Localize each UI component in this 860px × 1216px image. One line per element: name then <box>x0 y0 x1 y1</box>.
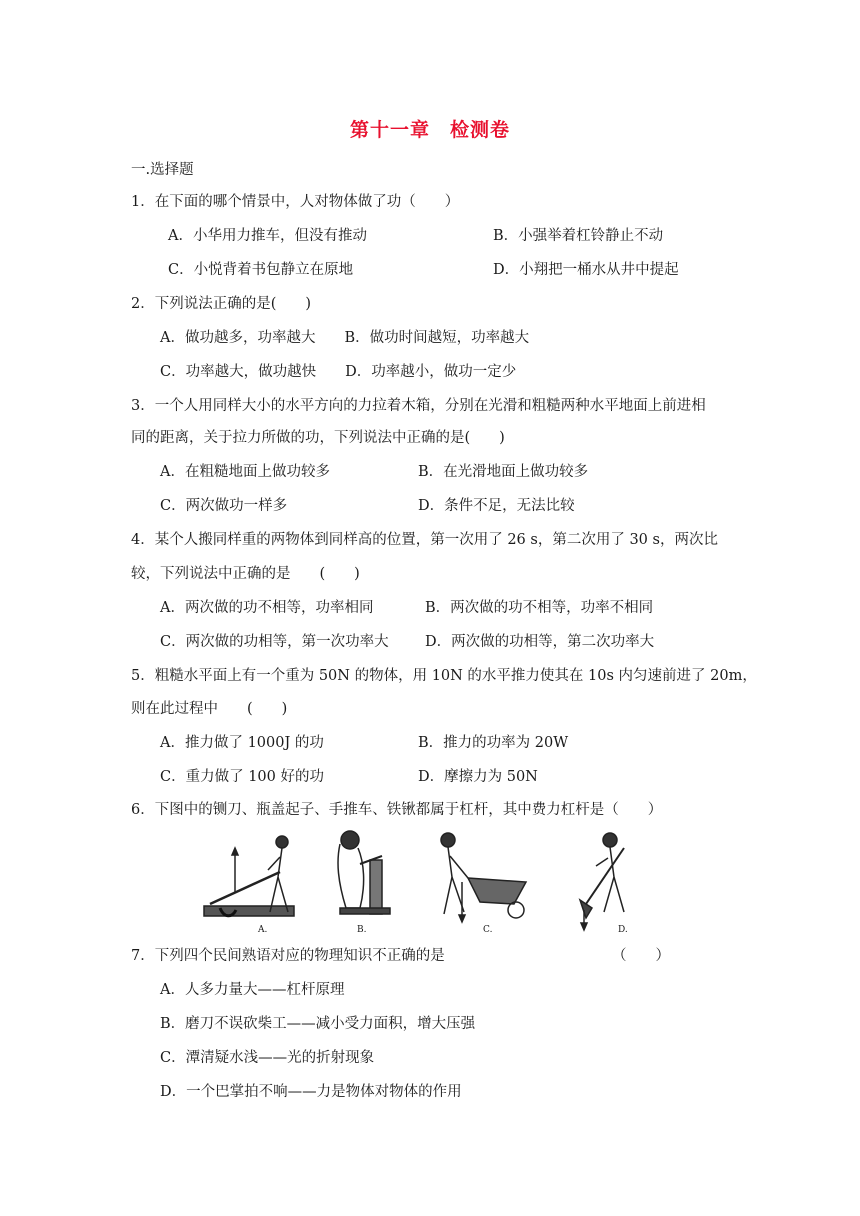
q5-option-b: B．推力的功率为 20W <box>418 735 569 751</box>
q4-option-c: C．两次做的功相等，第一次功率大 <box>160 634 389 650</box>
figure-label-d: D. <box>618 925 628 935</box>
q5-option-c: C．重力做了 100 好的功 <box>160 769 324 785</box>
figure-label-c: C. <box>483 925 493 935</box>
q7-option-d: D．一个巴掌拍不响——力是物体对物体的作用 <box>160 1084 462 1100</box>
q4-option-a: A．两次做的功不相等，功率相同 <box>160 600 374 616</box>
q5-option-a: A．推力做了 1000J 的功 <box>160 735 324 751</box>
q1-option-a: A．小华用力推车，但没有推动 <box>168 228 367 244</box>
q3-option-b: B．在光滑地面上做功较多 <box>418 464 589 480</box>
figure-a-chaff-cutter <box>204 836 294 916</box>
q5-stem-line2: 则在此过程中 ( ) <box>131 701 288 717</box>
q7-option-a: A．人多力量大——杠杆原理 <box>160 982 345 998</box>
q2-options-ab: A．做功越多，功率越大 B．做功时间越短，功率越大 <box>160 330 530 346</box>
q1-option-b: B．小强举着杠铃静止不动 <box>493 228 664 244</box>
q3-option-d: D．条件不足，无法比较 <box>418 498 575 514</box>
q6-stem: 6．下图中的铡刀、瓶盖起子、手推车、铁锹都属于杠杆，其中费力杠杆是（ ） <box>131 802 663 818</box>
q4-stem-line2: 较，下列说法中正确的是 ( ) <box>131 566 360 582</box>
page-title: 第十一章 检测卷 <box>349 119 510 141</box>
figure-label-a: A. <box>258 925 268 935</box>
q1-option-c: C．小悦背着书包静立在原地 <box>168 262 354 278</box>
q7-option-b: B．磨刀不误砍柴工——减小受力面积，增大压强 <box>160 1016 476 1032</box>
q7-stem: 7．下列四个民间熟语对应的物理知识不正确的是 <box>131 948 445 964</box>
figure-b-bottle-opener <box>338 831 390 914</box>
q4-option-b: B．两次做的功不相等，功率不相同 <box>425 600 654 616</box>
figure-label-b: B. <box>357 925 367 935</box>
lever-figures-svg <box>200 822 660 940</box>
q1-stem: 1．在下面的哪个情景中，人对物体做了功（ ） <box>131 194 460 210</box>
q2-stem: 2．下列说法正确的是( ) <box>131 296 312 312</box>
q5-option-d: D．摩擦力为 50N <box>418 769 538 785</box>
q3-stem-line2: 同的距离，关于拉力所做的功，下列说法中正确的是( ) <box>131 430 505 446</box>
q3-option-c: C．两次做功一样多 <box>160 498 288 514</box>
q4-option-d: D．两次做的功相等，第二次功率大 <box>425 634 655 650</box>
q2-options-cd: C．功率越大，做功越快 D．功率越小，做功一定少 <box>160 364 517 380</box>
q1-option-d: D．小翔把一桶水从井中提起 <box>493 262 679 278</box>
q3-option-a: A．在粗糙地面上做功较多 <box>160 464 330 480</box>
figure-c-wheelbarrow <box>441 833 526 922</box>
q3-stem-line1: 3．一个人用同样大小的水平方向的力拉着木箱，分别在光滑和粗糙两种水平地面上前进相 <box>131 398 706 414</box>
lever-figures <box>200 822 660 940</box>
q7-option-c: C．潭清疑水浅——光的折射现象 <box>160 1050 375 1066</box>
q5-stem-line1: 5．粗糙水平面上有一个重为 50N 的物体，用 10N 的水平推力使其在 10s 内匀速前进了 20m， <box>131 668 757 684</box>
q7-answer-bracket: （ ） <box>612 948 670 964</box>
figure-d-shovel <box>580 833 624 930</box>
section-heading: 一.选择题 <box>131 162 194 178</box>
q4-stem-line1: 4．某个人搬同样重的两物体到同样高的位置，第一次用了 26 s，第二次用了 30 s，两次比 <box>131 532 718 548</box>
